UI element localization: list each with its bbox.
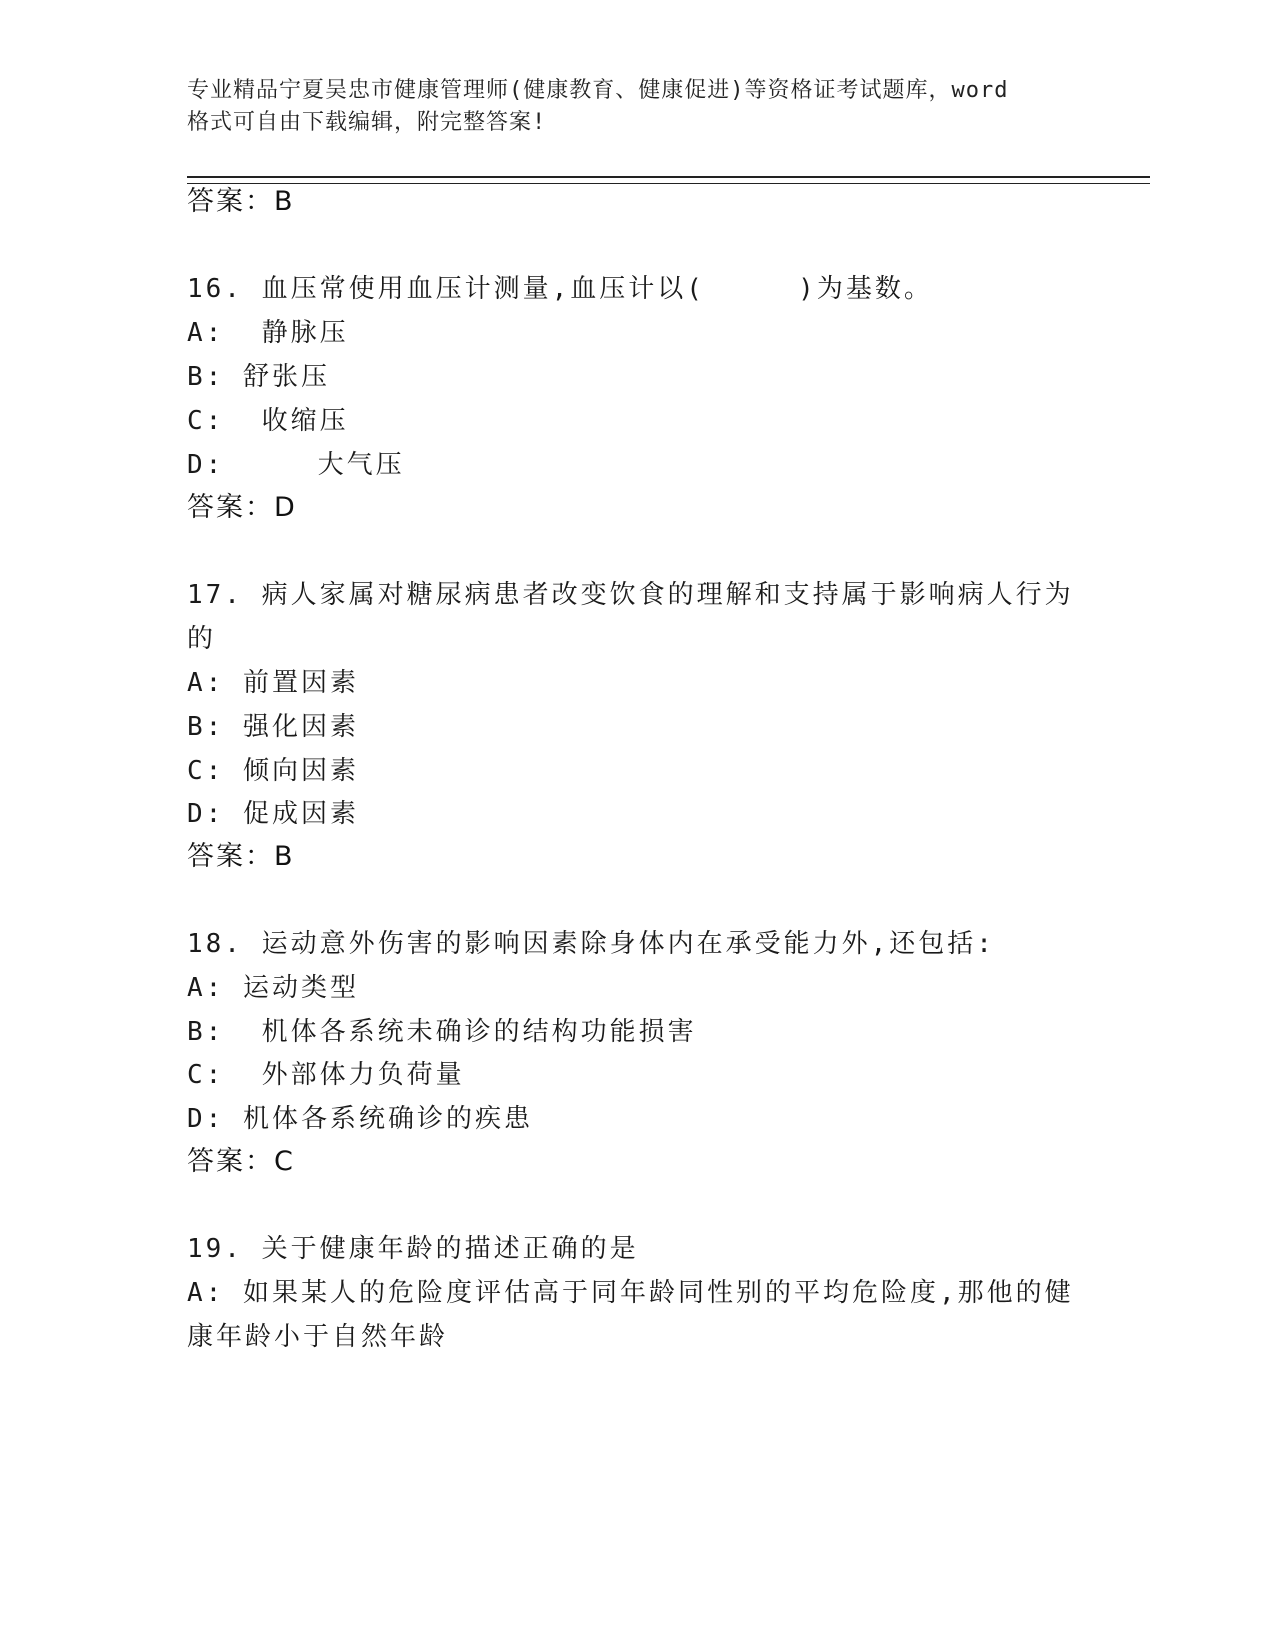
question-19-stem: 19. 关于健康年龄的描述正确的是 xyxy=(187,1234,639,1264)
question-17-option-b: B: 强化因素 xyxy=(187,712,359,742)
question-16-option-a: A: 静脉压 xyxy=(187,318,349,348)
question-18-answer: 答案：C xyxy=(187,1146,295,1177)
page-header xyxy=(187,75,1087,139)
question-17-option-d: D: 促成因素 xyxy=(187,799,359,829)
question-17-option-c: C: 倾向因素 xyxy=(187,756,359,786)
question-17-stem-line-1: 17. 病人家属对糖尿病患者改变饮食的理解和支持属于影响病人行为 xyxy=(187,580,1074,610)
question-19-option-a-line-1: A: 如果某人的危险度评估高于同年龄同性别的平均危险度,那他的健 xyxy=(187,1278,1074,1308)
question-18-option-d: D: 机体各系统确诊的疾患 xyxy=(187,1104,533,1134)
question-18-option-a: A: 运动类型 xyxy=(187,973,359,1003)
question-18-option-c: C: 外部体力负荷量 xyxy=(187,1060,465,1090)
question-17-option-a: A: 前置因素 xyxy=(187,668,359,698)
question-16-option-d: D: 大气压 xyxy=(187,450,405,480)
header-divider xyxy=(187,176,1150,184)
question-16-answer: 答案：D xyxy=(187,492,297,523)
question-16-option-b: B: 舒张压 xyxy=(187,362,330,392)
question-16-option-c: C: 收缩压 xyxy=(187,406,349,436)
question-17-stem-line-2: 的 xyxy=(187,624,217,654)
header-line-1: 专业精品宁夏吴忠市健康管理师(健康教育、健康促进)等资格证考试题库，word xyxy=(187,78,1009,103)
question-18-stem: 18. 运动意外伤害的影响因素除身体内在承受能力外,还包括: xyxy=(187,929,995,959)
header-line-2: 格式可自由下载编辑，附完整答案! xyxy=(187,110,547,135)
question-19-option-a-line-2: 康年龄小于自然年龄 xyxy=(187,1322,449,1352)
question-17-answer: 答案：B xyxy=(187,841,295,872)
question-16-stem: 16. 血压常使用血压计测量,血压计以( )为基数。 xyxy=(187,274,933,304)
question-18-option-b: B: 机体各系统未确诊的结构功能损害 xyxy=(187,1017,697,1047)
answer-prev: 答案：B xyxy=(187,186,295,217)
